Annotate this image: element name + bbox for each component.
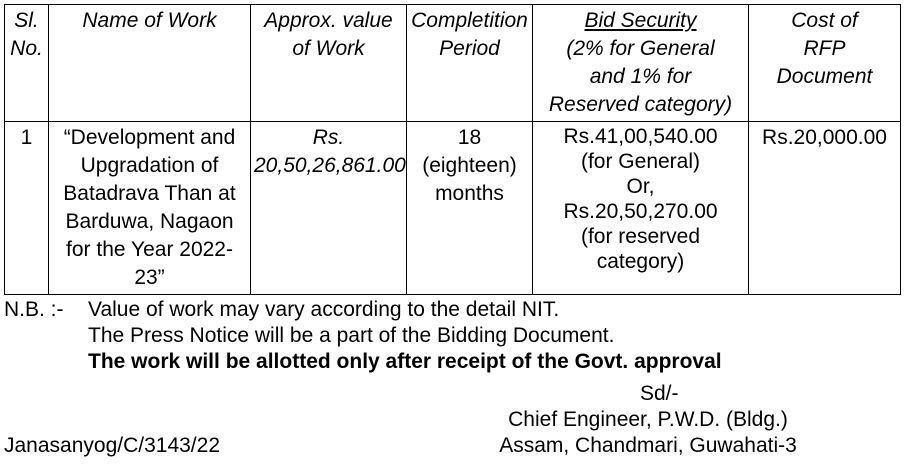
cell-approx-value: Rs. 20,50,26,861.00 [251, 122, 407, 295]
header-cost-rfp: Cost of RFP Document [749, 5, 901, 122]
header-bid-security [533, 5, 749, 122]
signature-designation: Chief Engineer, P.W.D. (Bldg.) [508, 408, 788, 431]
note-line-3: The work will be allotted only after receipt of the Govt. approval [88, 350, 722, 373]
cell-name-of-work: “Development and Upgradation of Batadrava Than at Barduwa, Nagaon for the Year 2022- 23” [49, 122, 251, 295]
header-sl-no: Sl. No. [5, 5, 49, 122]
reference-number: Janasanyog/C/3143/22 [4, 434, 220, 457]
cell-sl-no: 1 [5, 122, 49, 295]
header-approx-value: Approx. value of Work [251, 5, 407, 122]
header-name-of-work: Name of Work [49, 5, 251, 122]
table-row [5, 122, 901, 295]
header-completion-period: Completition Period [407, 5, 533, 122]
note-line-1: Value of work may vary according to the detail NIT. [88, 298, 560, 321]
note-line-2: The Press Notice will be a part of the Bidding Document. [88, 324, 615, 347]
cell-cost-rfp: Rs.20,000.00 [749, 122, 901, 295]
cell-completion-period: 18 (eighteen) months [407, 122, 533, 295]
cell-bid-security: Rs.41,00,540.00 (for General) Or, Rs.20,50,270.00 (for reserved category) [533, 122, 749, 295]
tender-table [4, 4, 901, 295]
header-bid-security-detail: (2% for General and 1% for Reserved category) [548, 37, 733, 116]
header-bid-security-title: Bid Security [584, 9, 697, 32]
signature-sd: Sd/- [640, 382, 679, 405]
signature-address: Assam, Chandmari, Guwahati-3 [499, 434, 797, 457]
table-header-row [5, 5, 901, 122]
notes-label: N.B. :- [4, 298, 64, 321]
